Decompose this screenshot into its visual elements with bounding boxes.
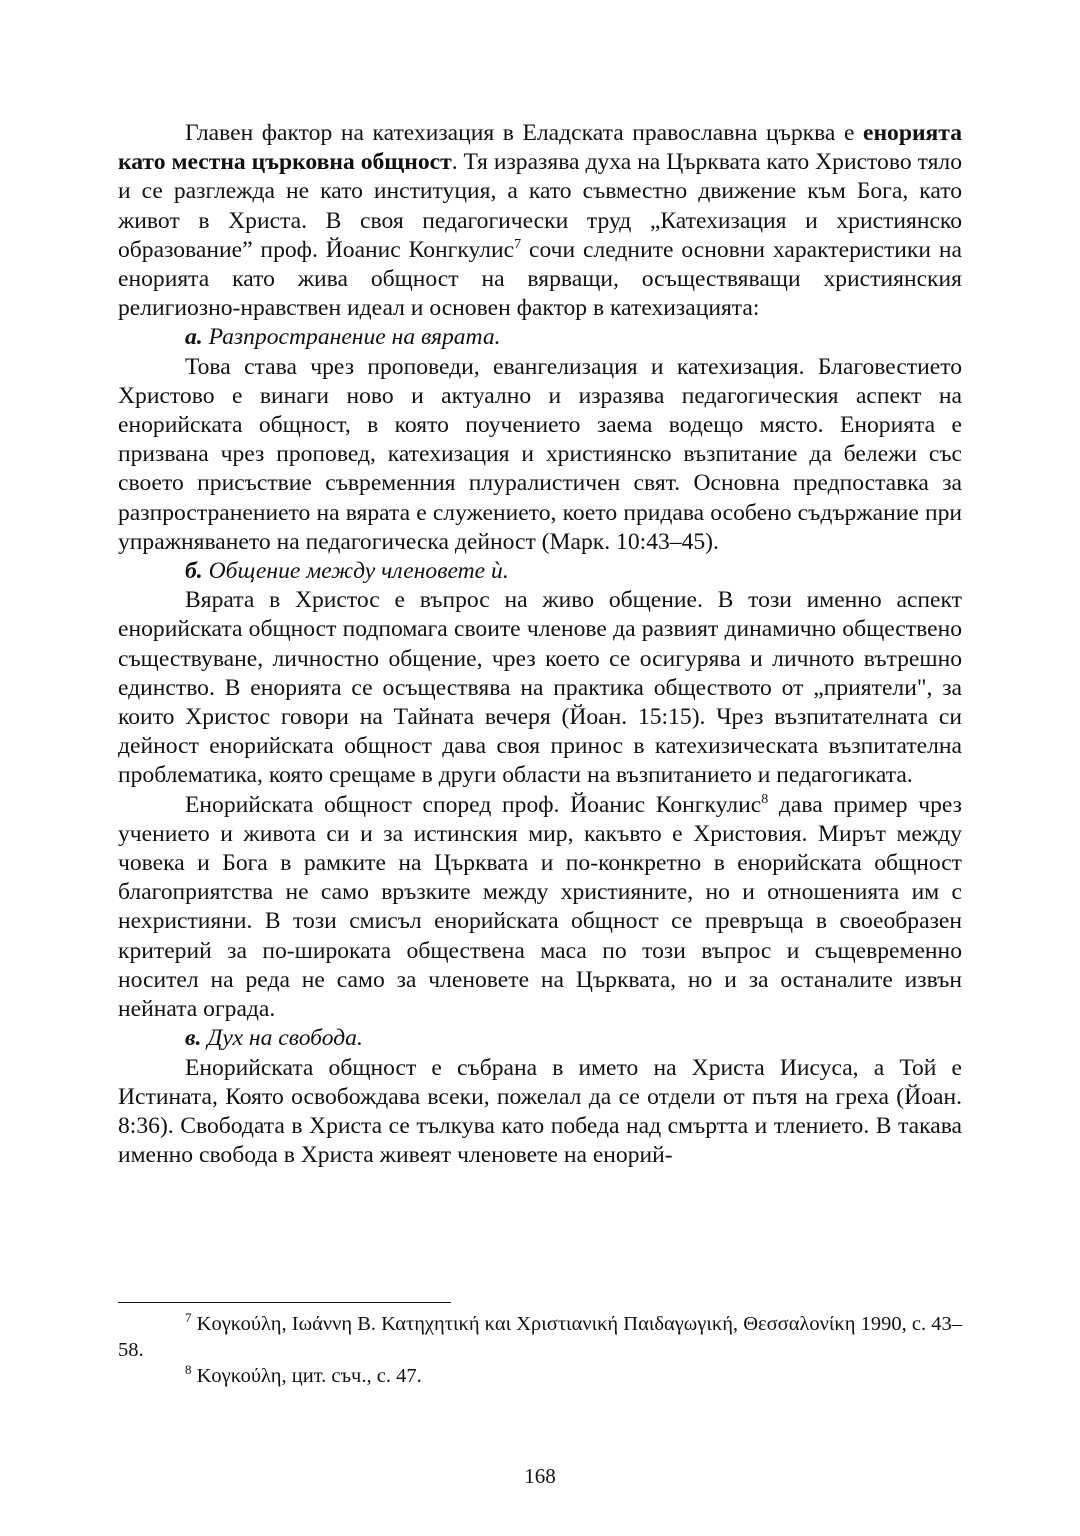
section-b-paragraph: Вярата в Христос е въпрос на живо общение. В този именно аспект енорийската общност подпомага своите членове да развият динамично обществено съществуване, личностно общение, чрез което се осигурява и личното вътрешно единство. В енорията се осъществява на практика обществото от „приятели", за които Христос говори на Тайната вечеря (Йоан. 15:15). Чрез възпитателната си дейност енорийската общност дава своя принос в катехизическата възпитателна проблематика, която срещаме в други области на възпитанието и педагогиката. <box>118 587 962 789</box>
section-heading-a <box>118 323 962 352</box>
footnote-number-8: 8 <box>185 1362 192 1377</box>
footnote-text-7: Κογκούλη, Ιωάννη Β. Κατηχητική και Χριστιανική Παιδαγωγική, Θεσσαλονίκη 1990, с. 43–58. <box>118 1313 962 1361</box>
footnote-8 <box>118 1363 962 1389</box>
intro-text-middle: . Тя изразява духа на Църквата като Христово тяло и се разглежда не като институция, а като съвместно движение към Бога, като живот в Христа. В своя педагогически труд „Катехизация и християнско образование” проф. Йоанис Конгкулис <box>118 149 962 263</box>
section-b-paragraph-2 <box>118 791 962 1025</box>
intro-text-start: Главен фактор на катехизация в Еладската православна църква е <box>185 120 863 146</box>
footnotes <box>118 1302 962 1389</box>
footnote-number-7: 7 <box>185 1310 192 1325</box>
section-heading-b <box>118 557 962 586</box>
intro-bold-phrase: енорията като местна църковна общност <box>118 120 962 176</box>
section-heading-c <box>118 1024 962 1053</box>
page-body <box>118 119 962 1170</box>
footnote-7 <box>118 1311 962 1363</box>
section-c-paragraph: Енорийската общност е събрана в името на Христа Иисуса, а Той е Истината, Която освобождава всеки, пожелал да се отдели от пътя на греха (Йоан. 8:36). Свободата в Христа се тълкува като победа над смъртта и тлението. В такава именно свобода в Христа живеят членовете на енорий- <box>118 1054 962 1169</box>
footnote-text-8: Κογκούλη, цит. съч., с. 47. <box>191 1365 422 1387</box>
section-title-a: Разпространение на вярата. <box>202 324 501 351</box>
footnote-ref-7[interactable]: 7 <box>514 236 522 252</box>
section-b-p2-end: дава пример чрез учението и живота си и за истинския мир, какъвто е Христовия. Мирът между човека и Бога в рамките на Църквата и по-конкретно в енорийската общност благоприятства не само връзките между християните, но и отношенията им с нехристияни. В този смисъл енорийската общност се превръща в своеобразен критерий за по-широката обществена маса по този въпрос и същевременно носител на реда не само за членовете на Църквата, но и за останалите извън нейната ограда. <box>118 791 962 1023</box>
section-marker-b: б. <box>185 558 203 585</box>
section-marker-a: а. <box>185 324 203 351</box>
section-title-b: Общение между членовете ѝ. <box>202 558 509 585</box>
footnote-ref-8[interactable]: 8 <box>761 791 769 807</box>
intro-paragraph <box>118 119 962 323</box>
intro-text-end: сочи следните основни характеристики на енорията като жива общност на вярващи, осъществяващи християнския религиозно-нравствен идеал и основен фактор в катехизацията: <box>118 236 962 322</box>
section-a-paragraph: Това става чрез проповеди, евангелизация и катехизация. Благовестието Христово е винаги ново и актуално и изразява педагогическия аспект на енорийската общност, в която поучението заема водещо място. Енорията е призвана чрез проповед, катехизация и християнско възпитание да бележи със своето присъствие съвременния плуралистичен свят. Основна предпоставка за разпространението на вярата е служението, което придава особено съдържание при упражняването на педагогическа дейност (Марк. 10:43–45). <box>118 353 962 555</box>
page-number: 168 <box>524 1464 556 1488</box>
section-title-c: Дух на свобода. <box>201 1025 363 1052</box>
section-b-p2-start: Енорийската общност според проф. Йоанис Конгкулис <box>185 791 762 818</box>
footnote-separator <box>118 1302 451 1303</box>
section-marker-c: в. <box>185 1025 202 1052</box>
